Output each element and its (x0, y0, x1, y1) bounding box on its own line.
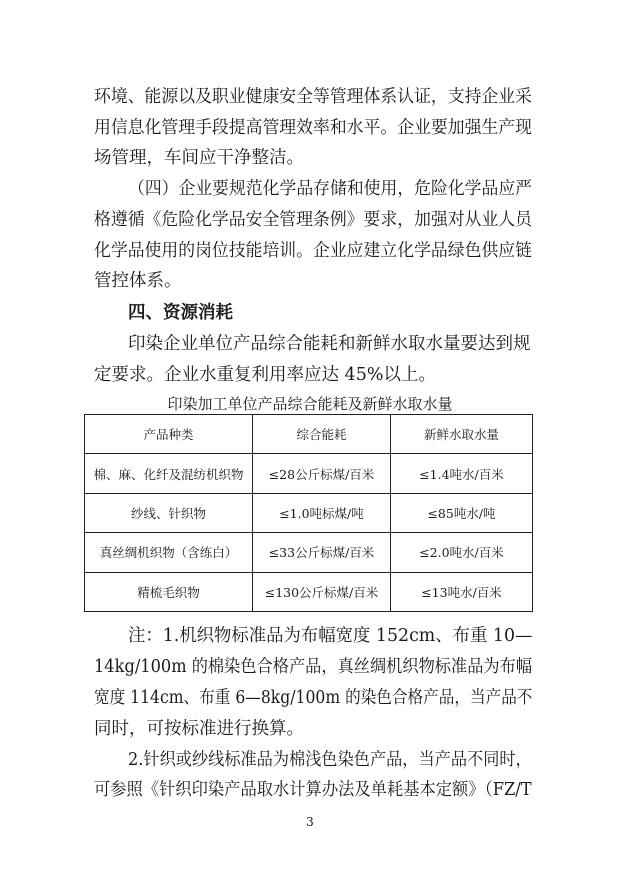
table-cell: ≤2.0吨水/百米 (391, 533, 533, 572)
paragraph-line: 管控体系。 (94, 271, 182, 291)
table-cell: ≤33公斤标煤/百米 (253, 533, 391, 572)
table-cell: 纱线、针织物 (85, 493, 253, 532)
table-cell: 真丝绸机织物（含练白） (85, 533, 253, 572)
table-cell: 棉、麻、化纤及混纺机织物 (85, 454, 253, 493)
paragraph-line: （四）企业要规范化学品存储和使用，危险化学品应严 (128, 179, 532, 199)
table-cell: ≤130公斤标煤/百米 (253, 572, 391, 611)
table-cell: ≤28公斤标煤/百米 (253, 454, 391, 493)
table-header-row (85, 415, 533, 454)
table-row (85, 533, 533, 572)
energy-water-table (84, 414, 533, 612)
table-header-cell: 新鲜水取水量 (391, 415, 533, 454)
table-cell: ≤85吨水/吨 (391, 493, 533, 532)
table-header-cell: 产品种类 (85, 415, 253, 454)
table-caption: 印染加工单位产品综合能耗及新鲜水取水量 (167, 395, 453, 413)
table-row (85, 454, 533, 493)
paragraph-line: 印染企业单位产品综合能耗和新鲜水取水量要达到规 (128, 334, 531, 354)
table-cell: 精梳毛织物 (85, 572, 253, 611)
note-line: 可参照《针织印染产品取水计算办法及单耗基本定额》（FZ/T (94, 780, 532, 800)
note-line: 宽度 114cm、布重 6—8kg/100m 的染色合格产品，当产品不 (94, 688, 533, 708)
paragraph-line: 环境、能源以及职业健康安全等管理体系认证，支持企业采 (94, 87, 532, 107)
paragraph-line: 场管理，车间应干净整洁。 (94, 148, 304, 168)
note-line: 注：1.机织物标准品为布幅宽度 152cm、布重 10— (128, 626, 533, 646)
paragraph-line: 化学品使用的岗位技能培训。企业应建立化学品绿色供应链 (94, 241, 532, 261)
paragraph-line: 格遵循《危险化学品安全管理条例》要求，加强对从业人员 (94, 210, 532, 230)
note-line: 同时，可按标准进行换算。 (94, 719, 304, 739)
table-row (85, 493, 533, 532)
table-cell: ≤13吨水/百米 (391, 572, 533, 611)
page-number: 3 (306, 815, 314, 829)
table-row (85, 572, 533, 611)
table-cell: ≤1.4吨水/百米 (391, 454, 533, 493)
note-line: 14kg/100m 的棉染色合格产品，真丝绸机织物标准品为布幅 (94, 657, 533, 677)
paragraph-line: 定要求。企业水重复利用率应达 45%以上。 (94, 365, 436, 385)
table-cell: ≤1.0吨标煤/吨 (253, 493, 391, 532)
note-line: 2.针织或纱线标准品为棉浅色染色产品，当产品不同时， (128, 750, 532, 770)
table-header-cell: 综合能耗 (253, 415, 391, 454)
section-heading: 四、资源消耗 (128, 303, 233, 323)
paragraph-line: 用信息化管理手段提高管理效率和水平。企业要加强生产现 (94, 118, 532, 138)
